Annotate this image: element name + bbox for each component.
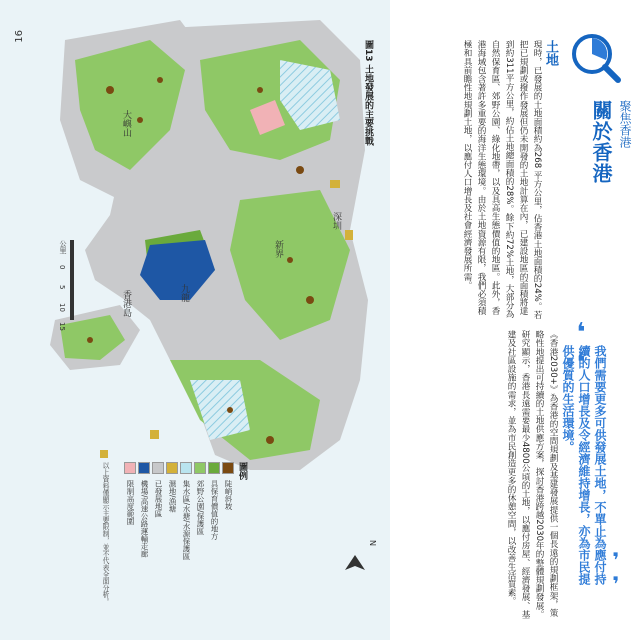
legend-swatch bbox=[208, 462, 220, 474]
legend-item-wetland: 濕地/漁塘 bbox=[166, 462, 180, 582]
legend-item-steep-slope: 陡峭斜坡 bbox=[222, 462, 236, 582]
legend-item-conservation: 具保育價值的地方 bbox=[208, 462, 222, 582]
scale-tick-0: 0 bbox=[58, 265, 66, 270]
legend-swatch bbox=[138, 462, 150, 474]
legend-swatch bbox=[166, 462, 178, 474]
legend-note: 以上資料僅顯示主要限制，並不代表全面分析。 bbox=[101, 462, 109, 605]
page-number: 16 bbox=[14, 30, 25, 43]
scale-tick-5: 5 bbox=[58, 285, 66, 290]
legend-swatch bbox=[152, 462, 164, 474]
map-label-hk-island: 香港島 bbox=[121, 290, 131, 317]
map-label-lantau: 大嶼山 bbox=[121, 110, 131, 137]
quote-text: 我們需要更多可供發展土地，不單止為應付持續的人口增長及令經濟維持增長，亦為市民提供優質的生活環境。 bbox=[561, 345, 607, 585]
header-subtitle: 聚焦香港 bbox=[618, 100, 632, 148]
legend-swatch bbox=[180, 462, 192, 474]
header-title: 關於香港 bbox=[589, 100, 613, 184]
north-label: N bbox=[368, 540, 377, 546]
body-second: 《香港2030+》為香港的空間規劃及基建發展提供一個長遠的規劃框架，策略性地提出可持續的土地供應方案，探討香港跨越2030年的整體規劃發展。研究顯示，香港長遠需要最少4800公頃的土地，以應付房屋、經濟發展、基建及社區設施的需求，並為市民創造更多的休憩空間，以改善生活質素。 bbox=[506, 330, 558, 619]
figure-title: 圖13 土地發展的主要挑戰 bbox=[363, 40, 373, 146]
map-label-kowloon: 九龍 bbox=[179, 284, 189, 302]
legend-swatch bbox=[194, 462, 206, 474]
quote-close-mark: ❜❜ bbox=[604, 548, 628, 596]
map-label-new-territories: 新界 bbox=[273, 240, 283, 258]
legend-swatch bbox=[222, 462, 234, 474]
legend-item-country-park: 郊野公園/保護區 bbox=[194, 462, 208, 582]
legend-item-height-limit: 限制高度範圍 bbox=[124, 462, 138, 582]
legend-item-airport: 機場/高速公路運輸走廊 bbox=[138, 462, 152, 582]
section-title: 土地 bbox=[543, 40, 558, 66]
legend-item-developed: 已發展地區 bbox=[152, 462, 166, 582]
text-panel bbox=[390, 0, 640, 640]
section-body: 現時，已發展的土地面積約為268 平方公里，佔香港土地面積的24%。若把已規劃或撥作發展但仍未開發的土地計算在內，已建設地區的面積將達到約311平方公里，約佔土地總面積的28%。餘下約72%土地，大部分為自然保育區、郊野公園、綠化地帶，以及具高生態價值的地區。此外，香港海域包含著許多重要的海洋生態環境。由於土地資源有限，我們必須積極和具前瞻性地規劃土地，以應付人口增長及社會經濟發展所需。 bbox=[462, 40, 542, 320]
magnifier-chart-icon bbox=[568, 30, 622, 84]
scale-unit: 公里 bbox=[59, 240, 67, 254]
legend-title: 圖例 bbox=[237, 462, 247, 480]
legend-swatch bbox=[124, 462, 136, 474]
scale-bar bbox=[70, 240, 74, 320]
legend-item-catchment: 集水區/水塘/水源保護區 bbox=[180, 462, 194, 582]
map-label-shenzhen: 深圳 bbox=[331, 212, 341, 230]
scale-tick-10: 10 bbox=[58, 303, 66, 312]
scale-tick-15: 15 bbox=[58, 322, 66, 331]
quote-open-mark: ❛❛ bbox=[566, 318, 596, 378]
